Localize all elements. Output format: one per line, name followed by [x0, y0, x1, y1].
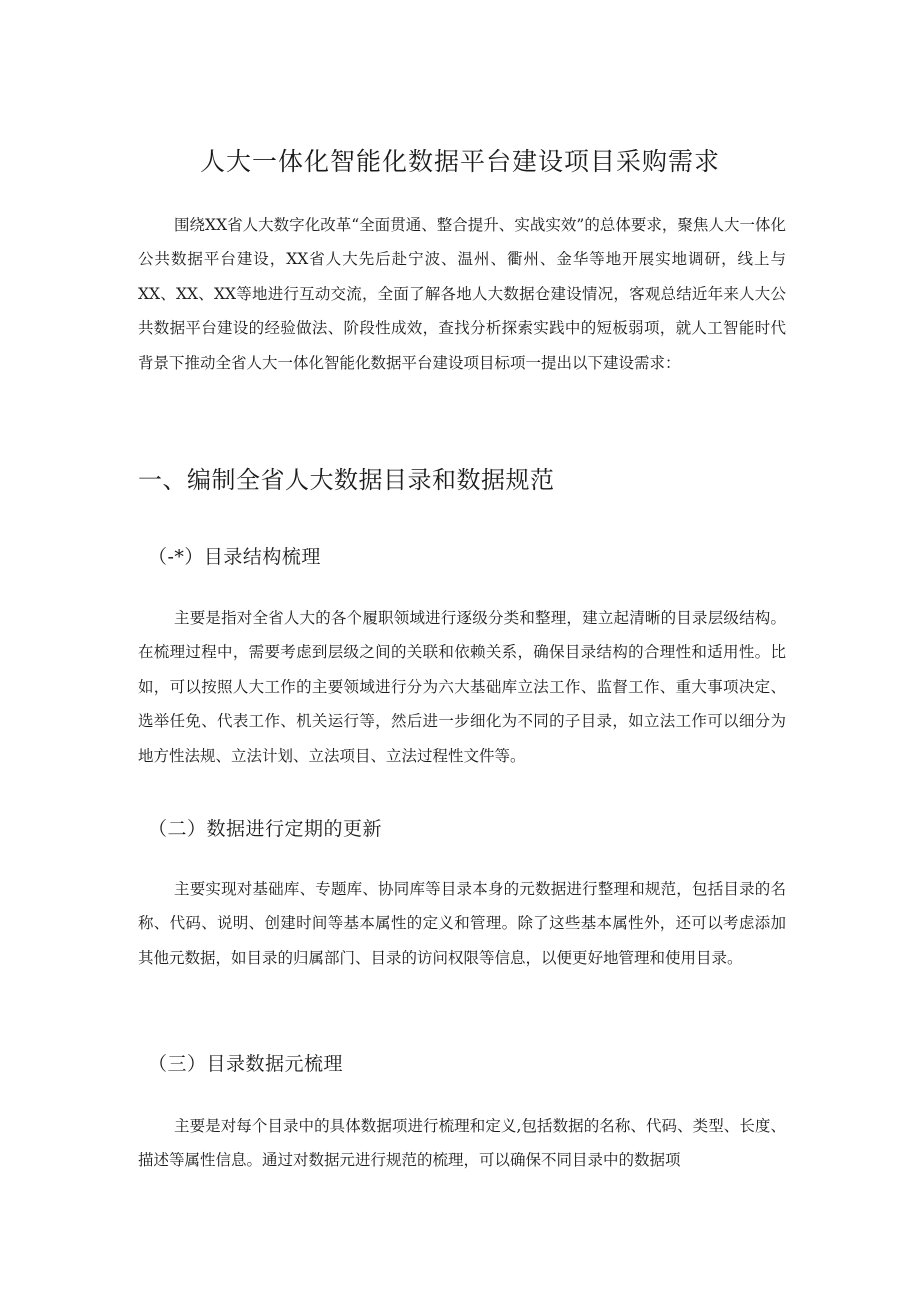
- subsection-heading-1: （-*）目录结构梳理: [148, 546, 321, 568]
- section-heading: 一、编制全省人大数据目录和数据规范: [138, 466, 555, 494]
- subsection-body-2: 主要实现对基础库、专题库、协同库等目录本身的元数据进行整理和规范，包括目录的名称、代码、说明、创建时间等基本属性的定义和管理。除了这些基本属性外，还可以考虑添加其他元数据，如目录的归属部门、目录的访问权限等信息，以便更好地管理和使用目录。: [138, 880, 786, 967]
- subsection-heading-2: （二）数据进行定期的更新: [148, 818, 383, 840]
- subsection-body-3: 主要是对每个目录中的具体数据项进行梳理和定义,包括数据的名称、代码、类型、长度、描述等属性信息。通过对数据元进行规范的梳理，可以确保不同目录中的数据项: [138, 1117, 786, 1170]
- document-title: 人大一体化智能化数据平台建设项目采购需求: [199, 147, 720, 176]
- subsection-heading-3: （三）目录数据元梳理: [148, 1053, 344, 1075]
- subsection-body-1: 主要是指对全省人大的各个履职领域进行逐级分类和整理，建立起清晰的目录层级结构。在梳理过程中，需要考虑到层级之间的关联和依赖关系，确保目录结构的合理性和适用性。比如，可以按照人大工作的主要领域进行分为六大基础库立法工作、监督工作、重大事项决定、选举任免、代表工作、机关运行等，然后进一步细化为不同的子目录，如立法工作可以细分为地方性法规、立法计划、立法项目、立法过程性文件等。: [138, 609, 786, 765]
- intro-paragraph: 围绕XX省人大数字化改革“全面贯通、整合提升、实战实效”的总体要求，聚焦人大一体化公共数据平台建设，XX省人大先后赴宁波、温州、衢州、金华等地开展实地调研，线上与XX、XX、XX等地进行互动交流，全面了解各地人大数据仓建设情况，客观总结近年来人大公共数据平台建设的经验做法、阶段性成效，查找分析探索实践中的短板弱项，就人工智能时代背景下推动全省人大一体化智能化数据平台建设项目标项一提出以下建设需求：: [138, 216, 786, 372]
